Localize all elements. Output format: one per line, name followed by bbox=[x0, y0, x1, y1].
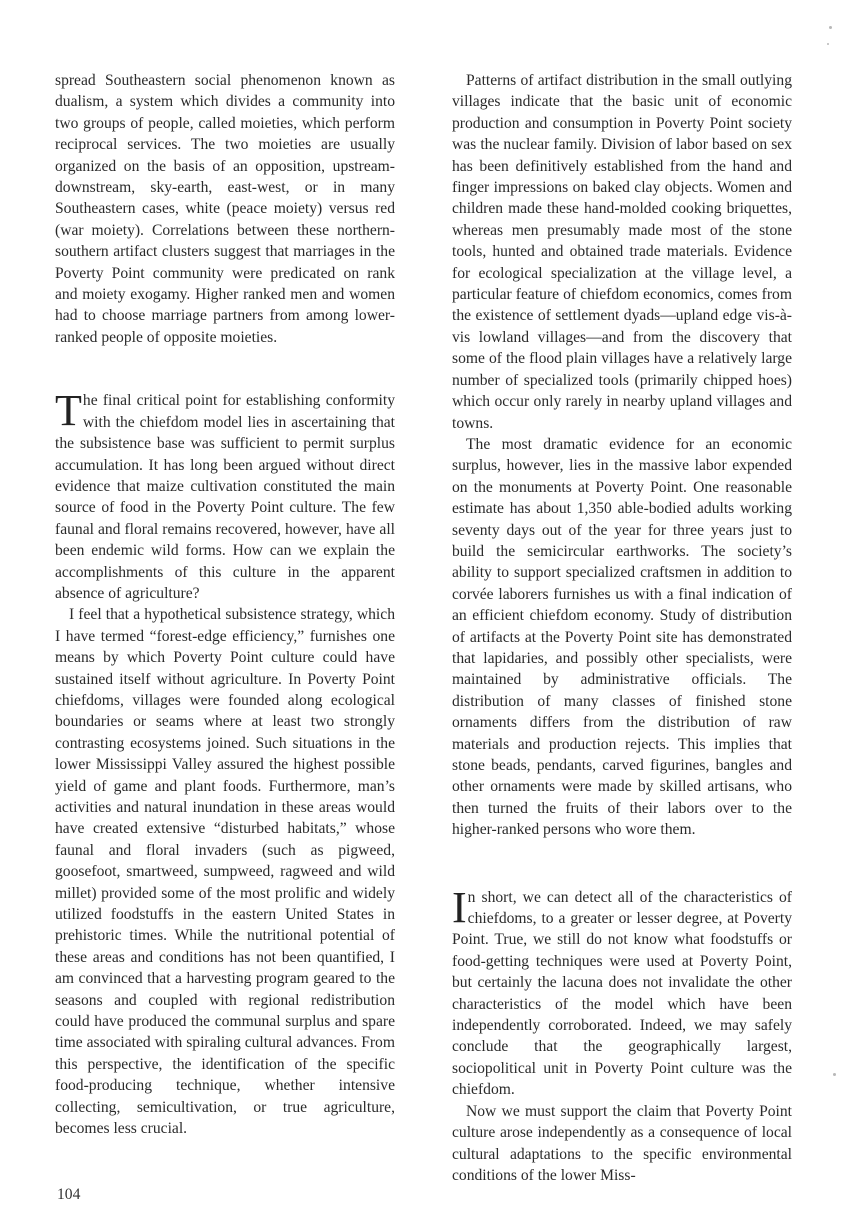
section-break bbox=[55, 348, 395, 390]
paragraph-independent-origin: Now we must support the claim that Poverty Point culture arose independently as a consequence of local cultural adaptations to the specific environmental conditions of the lower Miss- bbox=[452, 1102, 792, 1184]
drop-cap: I bbox=[452, 882, 467, 932]
paragraph-dualism: spread Southeastern social phenomenon known as dualism, a system which divides a community into two groups of people, called moieties, which perform reciprocal services. The two moieties are usually organized on the basis of an opposition, upstream-downstream, sky-earth, east-west, or in many Southeastern cases, white (peace moiety) versus red (war moiety). Correlations between these northern-southern artifact clusters suggest that marriages in the Poverty Point community were predicated on rank and moiety exogamy. Higher ranked men and women had to choose marriage partners from among lower-ranked people of opposite moieties. bbox=[55, 72, 395, 346]
print-speck bbox=[827, 43, 829, 45]
paragraph-economic-surplus: The most dramatic evidence for an economic surplus, however, lies in the massive labor expended on the monuments at Poverty Point. One reasonable estimate has about 1,350 able-bodied adults working seventy days out of the year for three years just to build the semicircular earthworks. The society’s ability to support specialized craftsmen in addition to corvée laborers furnishes us with a final indication of an efficient chiefdom economy. Study of distribution of artifacts at the Poverty Point site has demonstrated that lapidaries, and possibly other specialists, were maintained by administrative officials. The distribution of many classes of finished stone ornaments differs from the distribution of raw materials and production rejects. This implies that stone beads, pendants, carved figurines, bangles and other ornaments were made by skilled artisans, who then turned the fruits of their labors over to the higher-ranked persons who wore them. bbox=[452, 435, 792, 839]
section-break bbox=[452, 841, 792, 887]
paragraph-subsistence-text: he final critical point for establishing conformity with the chiefdom model lies in ascertaining that the subsistence base was sufficient to permit surplus accumulation. It has long been argued without direct evidence that maize cultivation constituted the main source of food in the Poverty Point culture. The few faunal and floral remains recovered, however, have all been endemic wild forms. How can we explain the accomplishments of this culture in the apparent absence of agriculture? bbox=[55, 392, 395, 602]
page-number: 104 bbox=[57, 1186, 81, 1203]
paragraph-subsistence bbox=[55, 386, 395, 604]
print-speck bbox=[833, 1073, 836, 1076]
print-speck bbox=[829, 26, 832, 29]
paragraph-artifact-distribution: Patterns of artifact distribution in the small outlying villages indicate that the basic unit of economic production and consumption in Poverty Point society was the nuclear family. Division of labor based on sex has been definitively established from the hand and finger impressions on baked clay objects. Women and children made these hand-molded cooking briquettes, whereas men presumably made most of the stone tools, hunted and obtained trade materials. Evidence for ecological specialization at the village level, a particular feature of chiefdom economics, comes from the existence of settlement dyads—upland edge vis-à-vis lowland villages—and from the discovery that some of the flood plain villages have a relatively large number of specialized tools (primarily chipped hoes) which occur only rarely in nearby upland villages and towns. bbox=[452, 72, 792, 432]
left-column bbox=[55, 70, 395, 1140]
paragraph-forest-edge: I feel that a hypothetical subsistence strategy, which I have termed “forest-edge efficiency,” furnishes one means by which Poverty Point culture could have sustained itself without agriculture. In Poverty Point chiefdoms, villages were founded along ecological boundaries or seams where at least two strongly contrasting ecosystems joined. Such situations in the lower Mississippi Valley assured the highest possible yield of game and plant foods. Furthermore, man’s activities and natural inundation in these areas would have created extensive “disturbed habitats,” whose faunal and floral invaders (such as pigweed, goosefoot, smartweed, sumpweed, ragweed and wild millet) provided some of the most prolific and widely utilized foodstuffs in the eastern United States in prehistoric times. While the nutritional potential of these areas and conditions has not been quantified, I am convinced that a harvesting program geared to the seasons and coupled with regional redistribution could have produced the communal surplus and spare time associated with spiraling cultural advances. From this perspective, the identification of the specific food-producing technique, whether intensive collecting, semicultivation, or true agriculture, becomes less crucial. bbox=[55, 606, 395, 1138]
paragraph-in-short bbox=[452, 882, 792, 1101]
paragraph-in-short-text: n short, we can detect all of the characteristics of chiefdoms, to a greater or lesser degree, at Poverty Point. True, we still do not know what foodstuffs or food-getting techniques were used at Poverty Point, but certainly the lacuna does not invalidate the other characteristics of the model which have been independently corroborated. Indeed, we may safely conclude that the geographically largest, sociopolitical unit in Poverty Point culture was the chiefdom. bbox=[452, 888, 792, 1099]
drop-cap: T bbox=[55, 386, 82, 436]
right-column bbox=[452, 70, 792, 1186]
